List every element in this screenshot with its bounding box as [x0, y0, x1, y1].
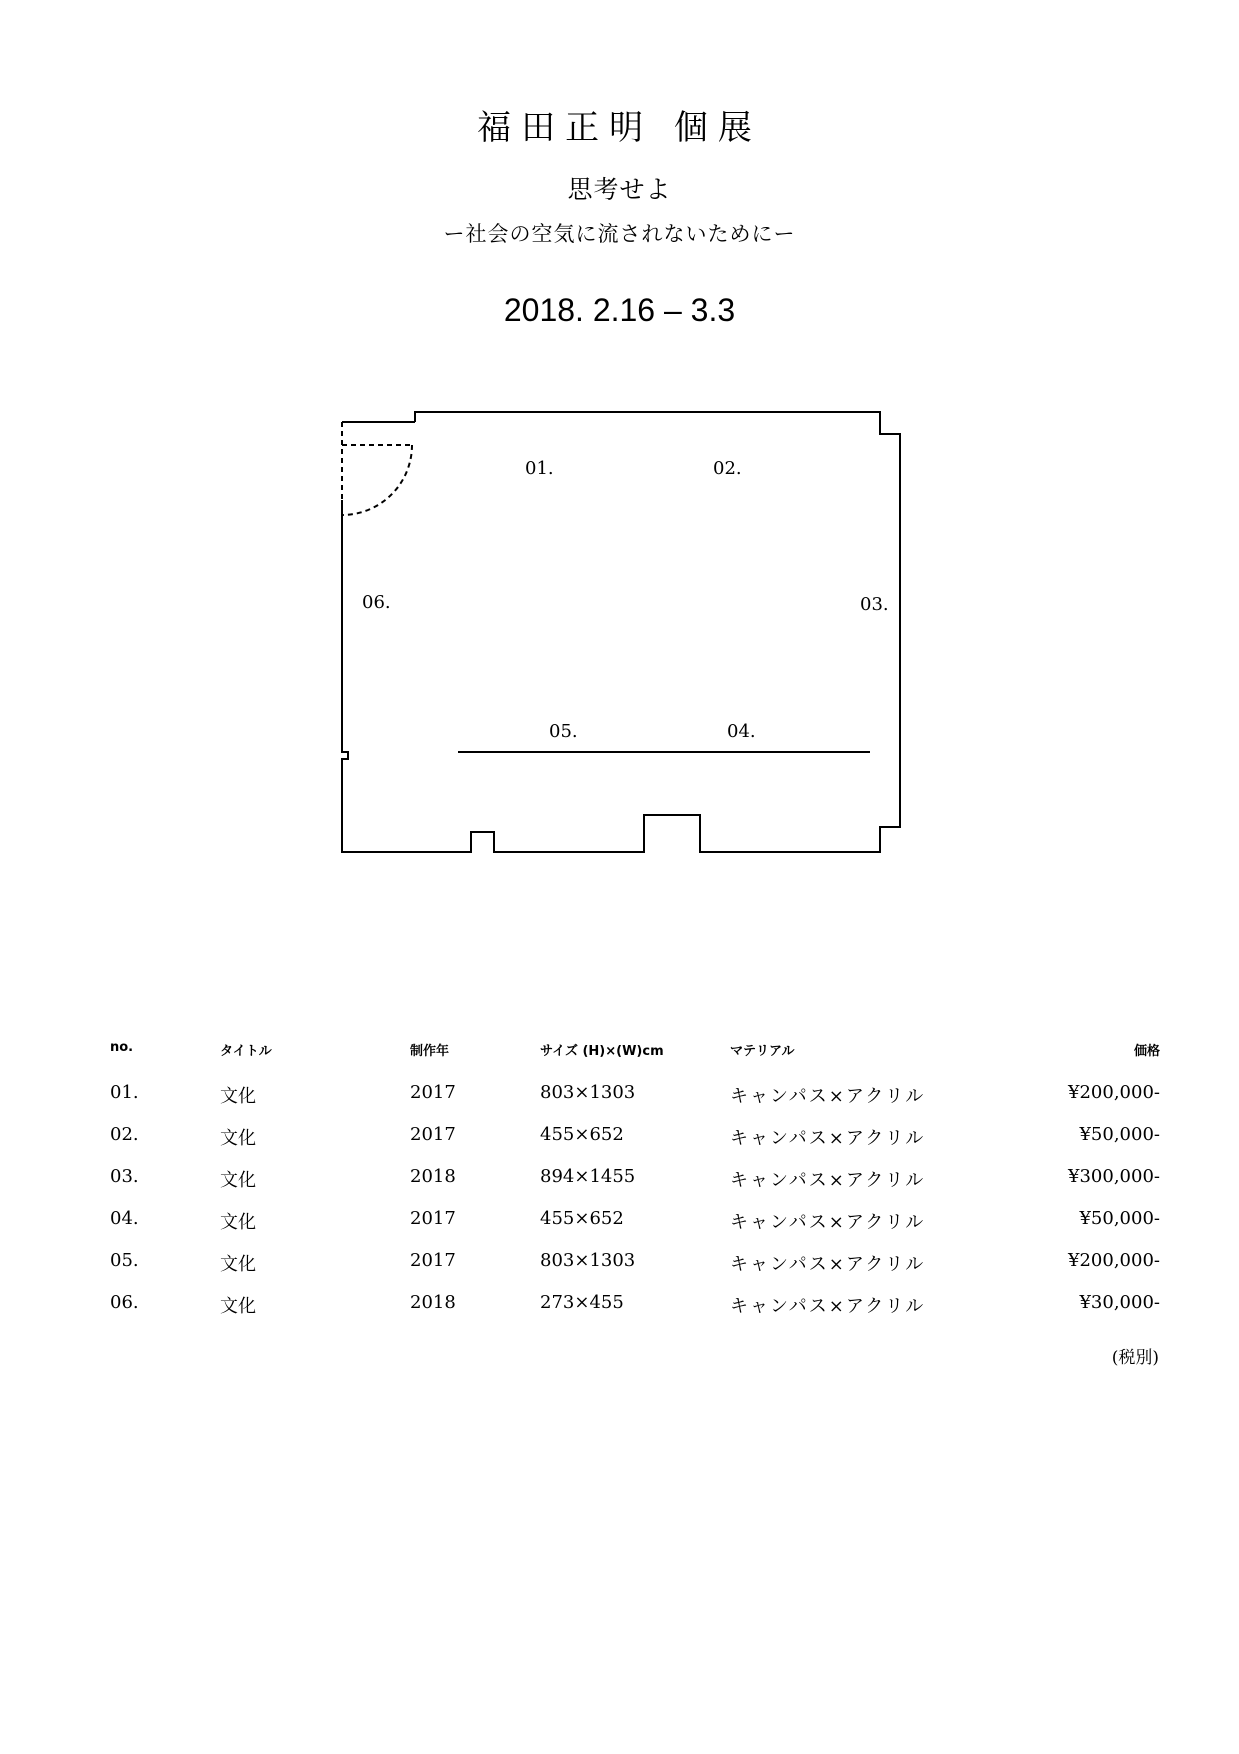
column-header-year: 制作年 [410, 1044, 450, 1059]
wall-label-01: 01. [525, 458, 554, 479]
cell-title: 文化 [220, 1086, 256, 1107]
cell-price: ¥50,000- [1079, 1124, 1160, 1145]
table-header-row [110, 1040, 1160, 1082]
cell-year: 2018 [410, 1292, 456, 1313]
table-row [110, 1166, 1160, 1208]
cell-price: ¥200,000- [1068, 1250, 1160, 1271]
wall-label-03: 03. [860, 594, 889, 615]
floor-plan-wall [342, 412, 900, 852]
cell-no: 01. [110, 1082, 139, 1103]
cell-no: 04. [110, 1208, 139, 1229]
cell-material: キャンパス×アクリル [730, 1296, 926, 1317]
cell-title: 文化 [220, 1254, 256, 1275]
exhibition-title: 福田正明 個展 [477, 108, 762, 148]
exhibition-subtitle: 思考せよ [567, 175, 672, 204]
cell-price: ¥30,000- [1079, 1292, 1160, 1313]
cell-no: 05. [110, 1250, 139, 1271]
table-row [110, 1082, 1160, 1124]
wall-label-06: 06. [362, 592, 391, 613]
cell-title: 文化 [220, 1212, 256, 1233]
cell-size: 803×1303 [540, 1250, 636, 1271]
cell-no: 06. [110, 1292, 139, 1313]
cell-size: 803×1303 [540, 1082, 636, 1103]
cell-material: キャンパス×アクリル [730, 1170, 926, 1191]
cell-size: 894×1455 [540, 1166, 636, 1187]
works-table [110, 1040, 1160, 1334]
wall-label-05: 05. [549, 721, 578, 742]
cell-year: 2017 [410, 1208, 456, 1229]
wall-label-04: 04. [727, 721, 756, 742]
cell-size: 273×455 [540, 1292, 624, 1313]
column-header-price: 価格 [1133, 1044, 1160, 1059]
cell-no: 03. [110, 1166, 139, 1187]
tax-note: (税別) [1111, 1348, 1159, 1368]
table-row [110, 1292, 1160, 1334]
cell-size: 455×652 [540, 1208, 624, 1229]
cell-title: 文化 [220, 1170, 256, 1191]
wall-label-02: 02. [713, 458, 742, 479]
cell-year: 2017 [410, 1082, 456, 1103]
door-swing-arc [342, 445, 412, 515]
cell-material: キャンパス×アクリル [730, 1254, 926, 1275]
cell-price: ¥50,000- [1079, 1208, 1160, 1229]
column-header-size: サイズ (H)×(W)cm [540, 1044, 664, 1059]
cell-material: キャンパス×アクリル [730, 1212, 926, 1233]
cell-size: 455×652 [540, 1124, 624, 1145]
table-row [110, 1124, 1160, 1166]
exhibition-dates: 2018. 2.16 – 3.3 [503, 292, 736, 328]
exhibition-tagline: ー社会の空気に流されないためにー [443, 222, 796, 246]
cell-price: ¥300,000- [1068, 1166, 1160, 1187]
cell-title: 文化 [220, 1128, 256, 1149]
cell-title: 文化 [220, 1296, 256, 1317]
table-row [110, 1208, 1160, 1250]
gallery-floor-plan [330, 410, 910, 870]
table-row [110, 1250, 1160, 1292]
cell-no: 02. [110, 1124, 139, 1145]
cell-year: 2018 [410, 1166, 456, 1187]
cell-material: キャンパス×アクリル [730, 1086, 926, 1107]
cell-material: キャンパス×アクリル [730, 1128, 926, 1149]
cell-year: 2017 [410, 1124, 456, 1145]
column-header-title: タイトル [220, 1044, 272, 1059]
cell-price: ¥200,000- [1068, 1082, 1160, 1103]
column-header-no: no. [110, 1040, 134, 1055]
cell-year: 2017 [410, 1250, 456, 1271]
column-header-material: マテリアル [730, 1044, 795, 1059]
